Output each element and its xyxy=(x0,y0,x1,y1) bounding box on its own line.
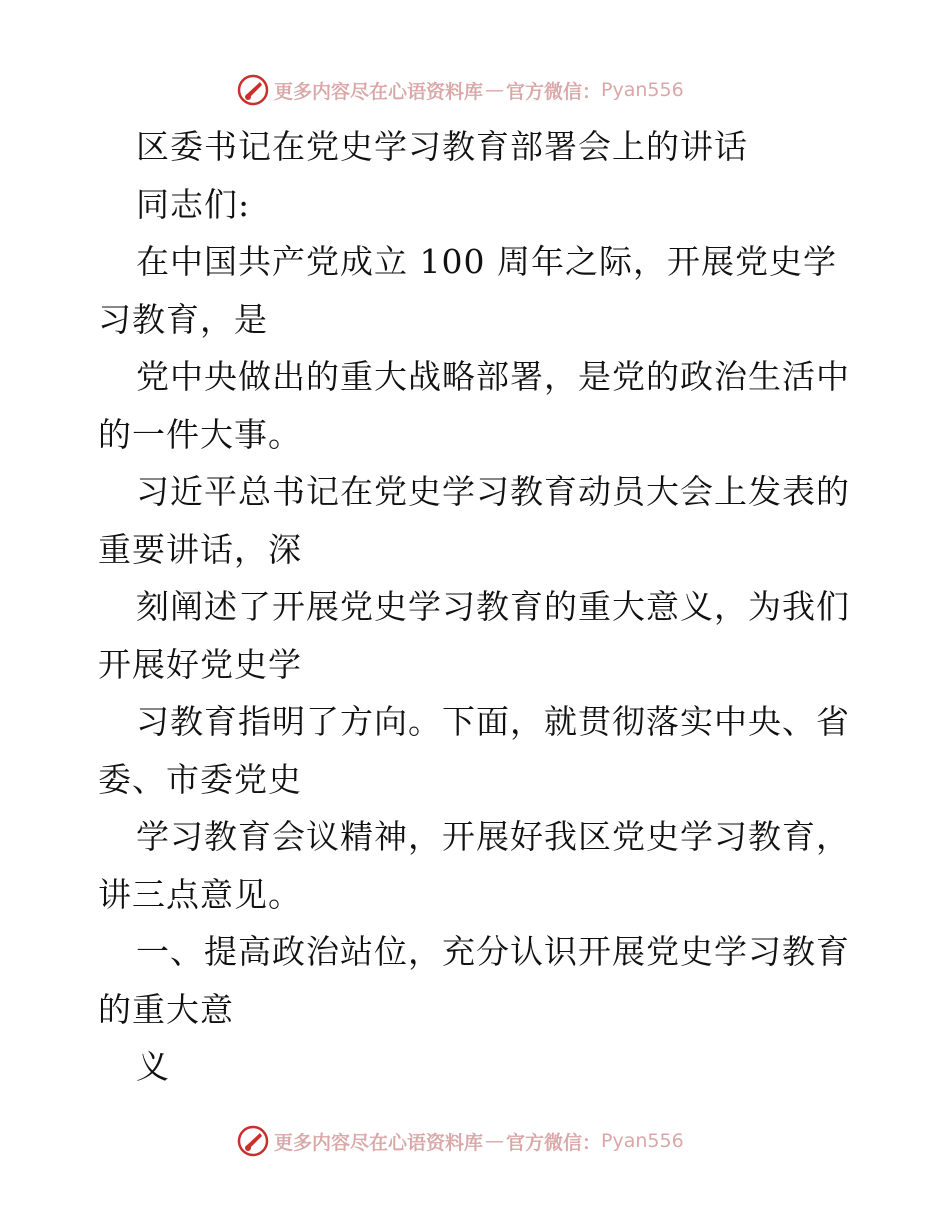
watermark-separator: — xyxy=(485,1130,505,1152)
text-line: 在中国共产党成立 100 周年之际，开展党史学 xyxy=(136,242,837,281)
text-line: 学习教育会议精神，开展好我区党史学习教育， xyxy=(136,817,850,856)
watermark-account: Pyan556 xyxy=(601,79,684,101)
document-title: 区委书记在党史学习教育部署会上的讲话 xyxy=(136,127,748,166)
watermark-promo-text: 更多内容尽在心语资料库 xyxy=(274,1131,484,1154)
text-line: 的一件大事。 xyxy=(98,414,302,454)
logo-icon xyxy=(236,1124,270,1158)
header-watermark xyxy=(236,73,684,107)
section-heading-continued: 义 xyxy=(136,1047,170,1086)
text-line: 刻阐述了开展党史学习教育的重大意义，为我们 xyxy=(136,587,850,626)
text-line: 重要讲话，深 xyxy=(98,529,302,569)
text-line: 习教育指明了方向。下面，就贯彻落实中央、省 xyxy=(136,702,850,741)
footer-watermark xyxy=(236,1124,684,1158)
logo-icon xyxy=(236,73,270,107)
section-heading: 一、提高政治站位，充分认识开展党史学习教育 xyxy=(136,932,850,971)
watermark-separator: — xyxy=(485,79,505,101)
section-heading-continued: 的重大意 xyxy=(98,989,234,1029)
salutation: 同志们: xyxy=(136,184,251,224)
watermark-wechat-label: 官方微信： xyxy=(506,1131,602,1154)
watermark-wechat-label: 官方微信： xyxy=(506,80,602,103)
watermark-promo-text: 更多内容尽在心语资料库 xyxy=(274,80,484,103)
text-line: 讲三点意见。 xyxy=(98,874,302,914)
text-line: 习近平总书记在党史学习教育动员大会上发表的 xyxy=(136,472,850,511)
text-line: 委、市委党史 xyxy=(98,759,302,799)
text-line: 习教育，是 xyxy=(98,299,268,339)
text-line: 开展好党史学 xyxy=(98,644,302,684)
watermark-account: Pyan556 xyxy=(601,1130,684,1152)
text-line: 党中央做出的重大战略部署，是党的政治生活中 xyxy=(136,357,850,396)
document-body xyxy=(98,118,858,1096)
